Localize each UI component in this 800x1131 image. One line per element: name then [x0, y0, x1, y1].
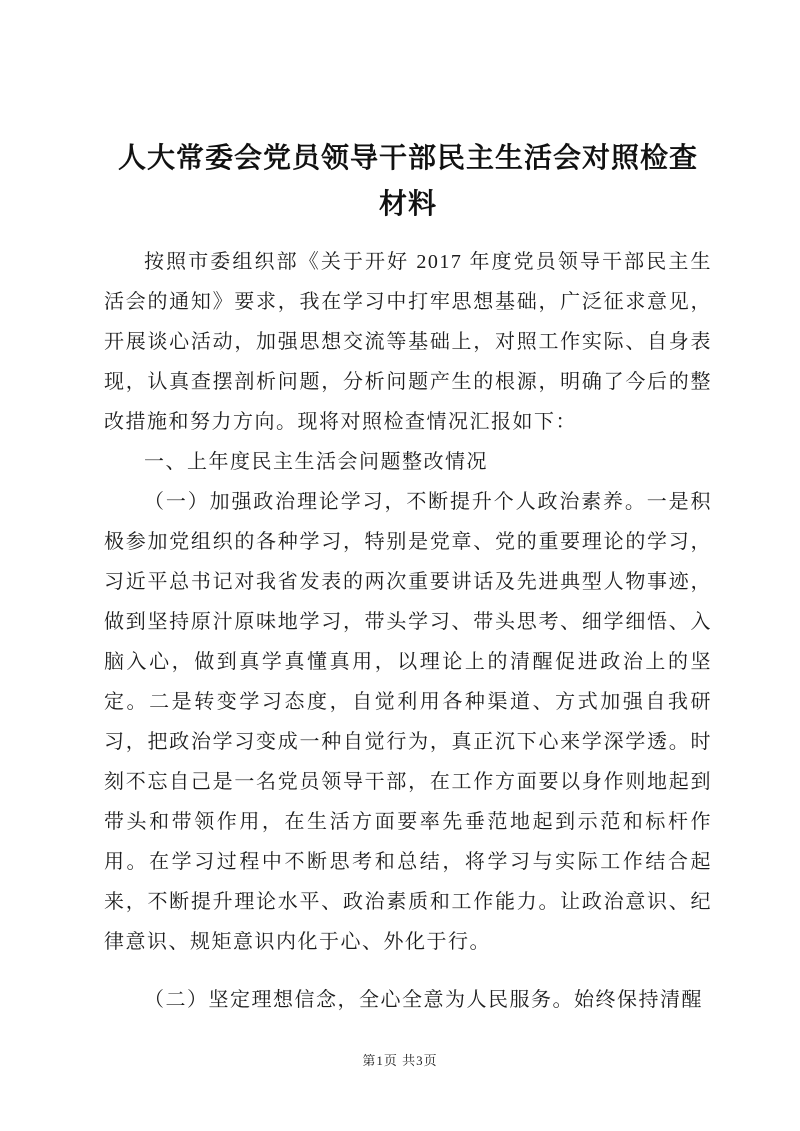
paragraph-section-heading: 一、上年度民主生活会问题整改情况 — [144, 451, 488, 473]
paragraph-item-one: （一）加强政治理论学习，不断提升个人政治素养。一是积极参加党组织的各种学习，特别是党章、党的重要理论的学习，习近平总书记对我省发表的两次重要讲话及先进典型人物事迹，做到坚持原汁原味地学习，带头学习、带头思考、细学细悟、入脑入心，做到真学真懂真用，以理论上的清醒促进政治上的坚定。二是转变学习态度，自觉利用各种渠道、方式加强自我研习，把政治学习变成一种自觉行为，真正沉下心来学深学透。时刻不忘自己是一名党员领导干部，在工作方面要以身作则地起到带头和带领作用，在生活方面要率先垂范地起到示范和标杆作用。在学习过程中不断思考和总结，将学习与实际工作结合起来，不断提升理论水平、政治素质和工作能力。让政治意识、纪律意识、规矩意识内化于心、外化于行。 — [104, 491, 712, 953]
paragraph-item-two: （二）坚定理想信念，全心全意为人民服务。始终保持清醒 — [144, 989, 703, 1011]
page-number-text: 第1页 共3页 — [362, 1053, 438, 1068]
paragraph-intro: 按照市委组织部《关于开好 2017 年度党员领导干部民主生活会的通知》要求，我在学习中打牢思想基础，广泛征求意见，开展谈心活动，加强思想交流等基础上，对照工作实际、自身表现，认真查摆剖析问题，分析问题产生的根源，明确了今后的整改措施和努力方向。现将对照检查情况汇报如下： — [104, 251, 712, 433]
page-footer — [0, 1050, 800, 1069]
document-title: 人大常委会党员领导干部民主生活会对照检查材料 — [117, 143, 698, 220]
